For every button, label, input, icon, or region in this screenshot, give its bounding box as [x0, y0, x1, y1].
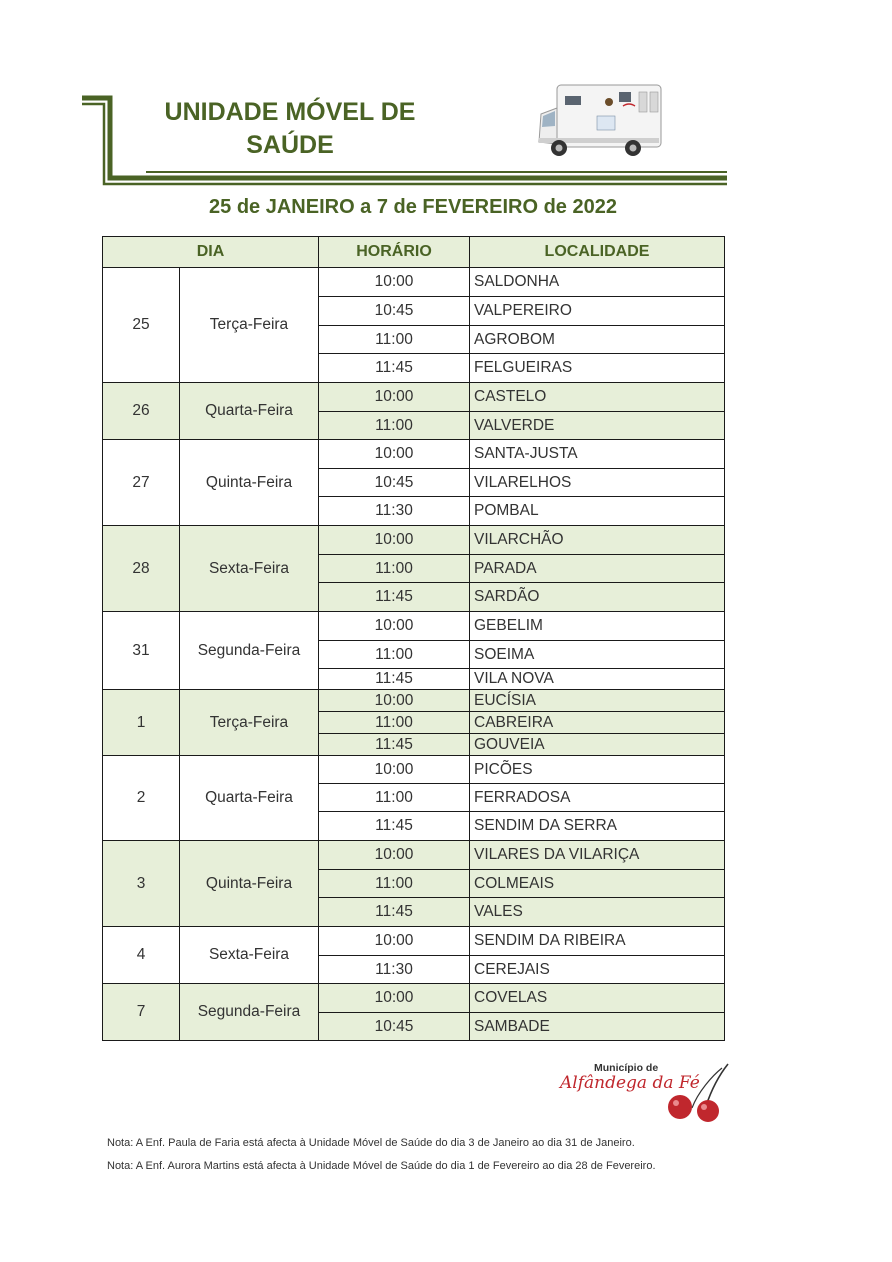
footnote-2: Nota: A Enf. Aurora Martins está afecta à Unidade Móvel de Saúde do dia 1 de Fevereiro ao dia 28 de Fevereiro.: [107, 1160, 656, 1172]
weekday-cell: Sexta-Feira: [180, 927, 319, 984]
locality-cell: VILA NOVA: [470, 669, 725, 690]
time-cell: 11:00: [319, 412, 470, 440]
locality-cell: SARDÃO: [470, 583, 725, 612]
table-row: [103, 383, 725, 412]
weekday-cell: Quarta-Feira: [180, 383, 319, 440]
table-row: [103, 984, 725, 1013]
locality-cell: CABREIRA: [470, 712, 725, 734]
header-frame-lines: [0, 0, 892, 200]
locality-cell: SENDIM DA SERRA: [470, 812, 725, 841]
schedule-body: [103, 268, 725, 1041]
locality-cell: PARADA: [470, 555, 725, 583]
locality-cell: FELGUEIRAS: [470, 354, 725, 383]
time-cell: 10:00: [319, 526, 470, 555]
time-cell: 11:45: [319, 734, 470, 756]
municipality-logo: [556, 1058, 732, 1129]
weekday-cell: Segunda-Feira: [180, 612, 319, 690]
time-cell: 10:00: [319, 984, 470, 1013]
locality-cell: VILARES DA VILARIÇA: [470, 841, 725, 870]
logo-text-line-1: Município de: [594, 1062, 659, 1074]
schedule-period-heading: 25 de JANEIRO a 7 de FEVEREIRO de 2022: [209, 196, 617, 218]
table-row: [103, 690, 725, 712]
table-row: [103, 841, 725, 870]
weekday-cell: Quarta-Feira: [180, 756, 319, 841]
day-number-cell: 31: [103, 612, 180, 690]
time-cell: 10:00: [319, 756, 470, 784]
table-row: [103, 526, 725, 555]
table-row: [103, 927, 725, 956]
time-cell: 11:00: [319, 326, 470, 354]
locality-cell: GEBELIM: [470, 612, 725, 641]
time-cell: 11:30: [319, 497, 470, 526]
locality-cell: SALDONHA: [470, 268, 725, 297]
day-number-cell: 1: [103, 690, 180, 756]
locality-cell: SOEIMA: [470, 641, 725, 669]
locality-cell: CEREJAIS: [470, 956, 725, 984]
locality-cell: VALES: [470, 898, 725, 927]
locality-cell: POMBAL: [470, 497, 725, 526]
weekday-cell: Quinta-Feira: [180, 841, 319, 927]
page-title: [140, 96, 440, 162]
time-cell: 10:00: [319, 690, 470, 712]
time-cell: 10:00: [319, 268, 470, 297]
title-line-1: UNIDADE MÓVEL DE: [164, 98, 416, 126]
time-cell: 11:45: [319, 583, 470, 612]
column-header-localidade: LOCALIDADE: [470, 237, 725, 268]
day-number-cell: 2: [103, 756, 180, 841]
time-cell: 10:45: [319, 469, 470, 497]
locality-cell: VILARELHOS: [470, 469, 725, 497]
footnotes: [107, 1132, 656, 1178]
day-number-cell: 25: [103, 268, 180, 383]
time-cell: 10:45: [319, 297, 470, 326]
time-cell: 10:00: [319, 383, 470, 412]
mobile-clinic-van-image: [535, 80, 667, 160]
table-header-row: [103, 237, 725, 268]
time-cell: 10:00: [319, 841, 470, 870]
locality-cell: PICÕES: [470, 756, 725, 784]
weekday-cell: Segunda-Feira: [180, 984, 319, 1041]
footnote-1: Nota: A Enf. Paula de Faria está afecta à Unidade Móvel de Saúde do dia 3 de Janeiro ao dia 31 de Janeiro.: [107, 1137, 635, 1149]
time-cell: 10:45: [319, 1013, 470, 1041]
day-number-cell: 7: [103, 984, 180, 1041]
time-cell: 11:45: [319, 812, 470, 841]
day-number-cell: 26: [103, 383, 180, 440]
column-header-dia: DIA: [103, 237, 319, 268]
locality-cell: COVELAS: [470, 984, 725, 1013]
locality-cell: VILARCHÃO: [470, 526, 725, 555]
time-cell: 11:00: [319, 784, 470, 812]
weekday-cell: Sexta-Feira: [180, 526, 319, 612]
locality-cell: GOUVEIA: [470, 734, 725, 756]
time-cell: 11:00: [319, 555, 470, 583]
weekday-cell: Terça-Feira: [180, 690, 319, 756]
time-cell: 11:45: [319, 898, 470, 927]
column-header-horario: HORÁRIO: [319, 237, 470, 268]
title-line-2: SAÚDE: [246, 131, 334, 159]
time-cell: 11:45: [319, 669, 470, 690]
table-row: [103, 756, 725, 784]
locality-cell: VALPEREIRO: [470, 297, 725, 326]
time-cell: 10:00: [319, 440, 470, 469]
day-number-cell: 27: [103, 440, 180, 526]
locality-cell: SAMBADE: [470, 1013, 725, 1041]
alfandega-da-fe-logo-image: [556, 1058, 732, 1124]
table-row: [103, 440, 725, 469]
schedule-table: [102, 236, 725, 1041]
time-cell: 11:00: [319, 641, 470, 669]
table-row: [103, 268, 725, 297]
time-cell: 11:30: [319, 956, 470, 984]
time-cell: 11:45: [319, 354, 470, 383]
time-cell: 10:00: [319, 927, 470, 956]
locality-cell: CASTELO: [470, 383, 725, 412]
weekday-cell: Quinta-Feira: [180, 440, 319, 526]
table-row: [103, 612, 725, 641]
day-number-cell: 3: [103, 841, 180, 927]
logo-text-line-2: Alfândega da Fé: [560, 1073, 700, 1093]
locality-cell: VALVERDE: [470, 412, 725, 440]
locality-cell: COLMEAIS: [470, 870, 725, 898]
day-number-cell: 28: [103, 526, 180, 612]
day-number-cell: 4: [103, 927, 180, 984]
locality-cell: FERRADOSA: [470, 784, 725, 812]
time-cell: 11:00: [319, 870, 470, 898]
time-cell: 10:00: [319, 612, 470, 641]
time-cell: 11:00: [319, 712, 470, 734]
locality-cell: AGROBOM: [470, 326, 725, 354]
locality-cell: SENDIM DA RIBEIRA: [470, 927, 725, 956]
weekday-cell: Terça-Feira: [180, 268, 319, 383]
locality-cell: EUCÍSIA: [470, 690, 725, 712]
locality-cell: SANTA-JUSTA: [470, 440, 725, 469]
